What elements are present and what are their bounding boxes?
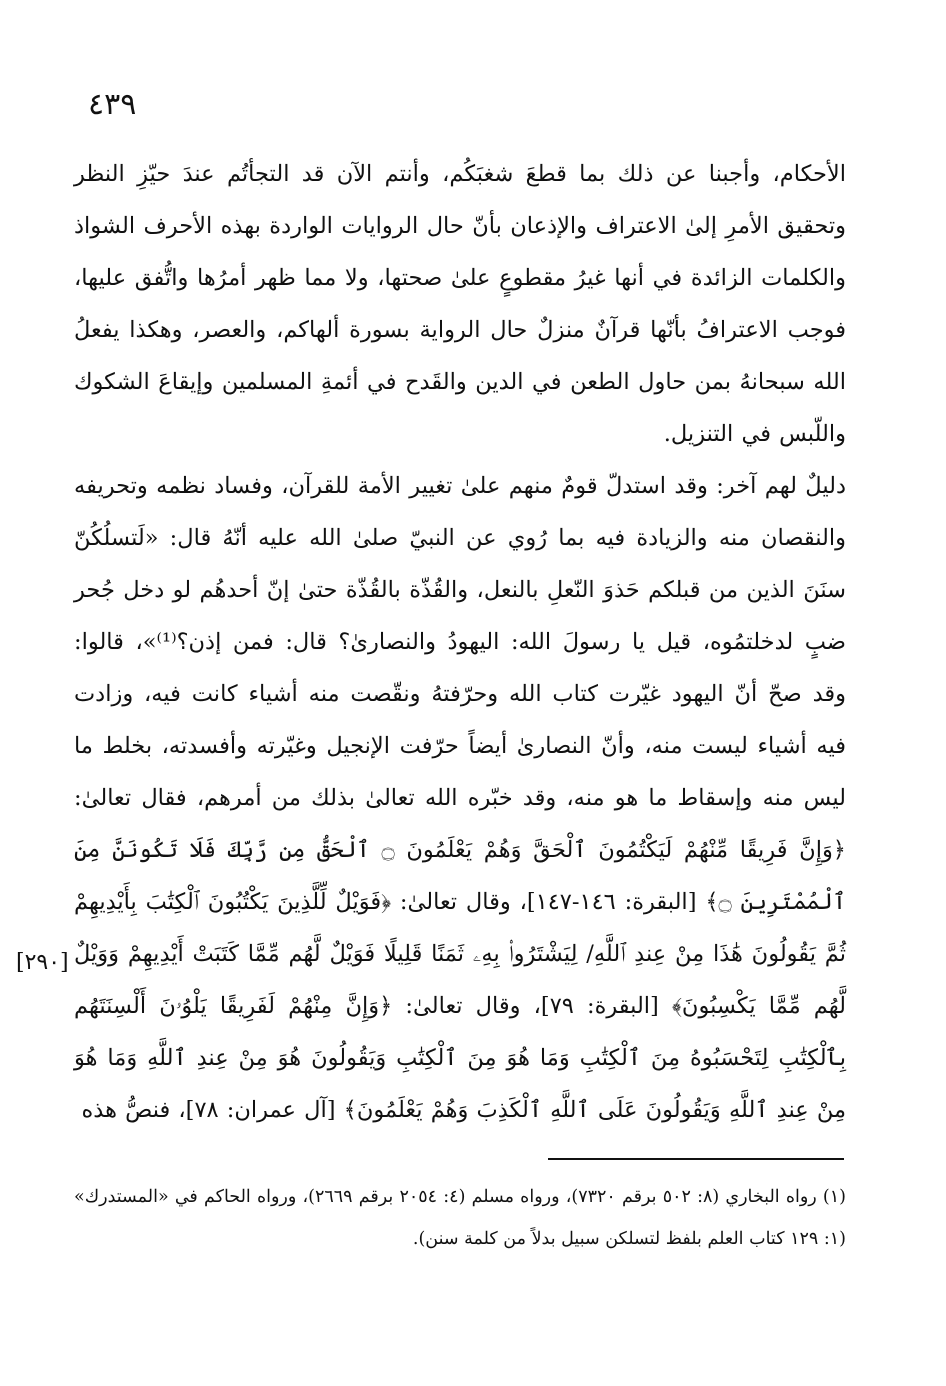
- body-paragraph: الأحكام، وأجبنا عن ذلك بما قطعَ شغبَكُم، وأنتم الآن قد التجأتُم عندَ حيّزِ النظر وتحقيق الأمرِ إلىٰ الاعتراف والإذعان بأنّ حال الروايات الواردة بهذه الأحرف الشواذ والكلمات الزائدة في أنها غيرُ مقطوعٍ علىٰ صحتها، ولا مما ظهر أمرُها واتُّفق عليها، فوجب الاعترافُ بأنّها قرآنٌ منزلٌ حال الرواية بسورة ألهاكم، والعصر، وهكذا يفعلُ الله سبحانهُ بمن حاول الطعن في الدين والقَدح في أئمةِ المسلمين وإيقاعَ الشكوك واللّبس في التنزيل.: [74, 161, 846, 447]
- margin-page-reference: [٢٩٠]: [16, 950, 69, 975]
- footnote: (١) رواه البخاري (٨: ٥٠٢ برقم ٧٣٢٠)، ورواه مسلم (٤: ٢٠٥٤ برقم ٢٦٦٩)، ورواه الحاكم في «المستدرك» (١: ١٢٩ كتاب العلم بلفظ لتسلكن سبيل بدلاً من كلمة سنن).: [74, 1187, 846, 1249]
- page-number: ٤٣٩: [88, 87, 137, 122]
- body-paragraph: دليلٌ لهم آخر: وقد استدلّ قومٌ منهم علىٰ تغيير الأمة للقرآن، وفساد نظمه وتحريفه والنقصان منه والزيادة فيه بما رُوي عن النبيّ صلىٰ الله عليه أنّهُ قال: «لَتسلُكُنّ سنَنَ الذين من قبلكم حَذوَ النّعلِ بالنعل، والقُذّة بالقُذّة حتىٰ إنّ أحدهُم لو دخل جُحر ضبٍ لدخلتمُوه، قيل يا رسولَ الله: اليهودُ والنصارىٰ؟ قال: فمن إذن؟⁽¹⁾»، قالوا: وقد صحّ أنّ اليهود غيّرت كتاب الله وحرّفتهُ ونقّصت منه أشياء كانت فيه، وزادت فيه أشياء ليست منه، وأنّ النصارىٰ أيضاً حرّفت الإنجيل وغيّرته وأفسدته، بخلط ما ليس منه وإسقاط ما هو منه، وقد خبّره الله تعالىٰ بذلك من أمرهم، فقال تعالىٰ: ﴿وَإِنَّ فَرِيقًا مِّنْهُمْ لَيَكْتُمُونَ ٱلْحَقَّ وَهُمْ يَعْلَمُونَ ۝ ٱلْحَقُّ مِن رَّبِّكَ فَلَا تَكُونَنَّ مِنَ ٱلْمُمْتَرِينَ ۝﴾ [البقرة: ١٤٦-١٤٧]، وقال تعالىٰ: ﴿فَوَيْلٌ لِّلَّذِينَ يَكْتُبُونَ ٱلْكِتَٰبَ بِأَيْدِيهِمْ ثُمَّ يَقُولُونَ هَٰذَا مِنْ عِندِ ٱللَّهِ/ لِيَشْتَرُوا۟ بِهِۦ ثَمَنًا قَلِيلًا فَوَيْلٌ لَّهُم مِّمَّا كَتَبَتْ أَيْدِيهِمْ وَوَيْلٌ لَّهُم مِّمَّا يَكْسِبُونَ﴾ [البقرة: ٧٩]، وقال تعالىٰ: ﴿وَإِنَّ مِنْهُمْ لَفَرِيقًا يَلْوُۥنَ أَلْسِنَتَهُم بِٱلْكِتَٰبِ لِتَحْسَبُوهُ مِنَ ٱلْكِتَٰبِ وَمَا هُوَ مِنَ ٱلْكِتَٰبِ وَيَقُولُونَ هُوَ مِنْ عِندِ ٱللَّهِ وَمَا هُوَ مِنْ عِندِ ٱللَّهِ وَيَقُولُونَ عَلَى ٱللَّهِ ٱلْكَذِبَ وَهُمْ يَعْلَمُونَ﴾ [آل عمران: ٧٨]، فنصُّ هذه: [74, 473, 847, 1123]
- footnote-divider: [548, 1158, 844, 1160]
